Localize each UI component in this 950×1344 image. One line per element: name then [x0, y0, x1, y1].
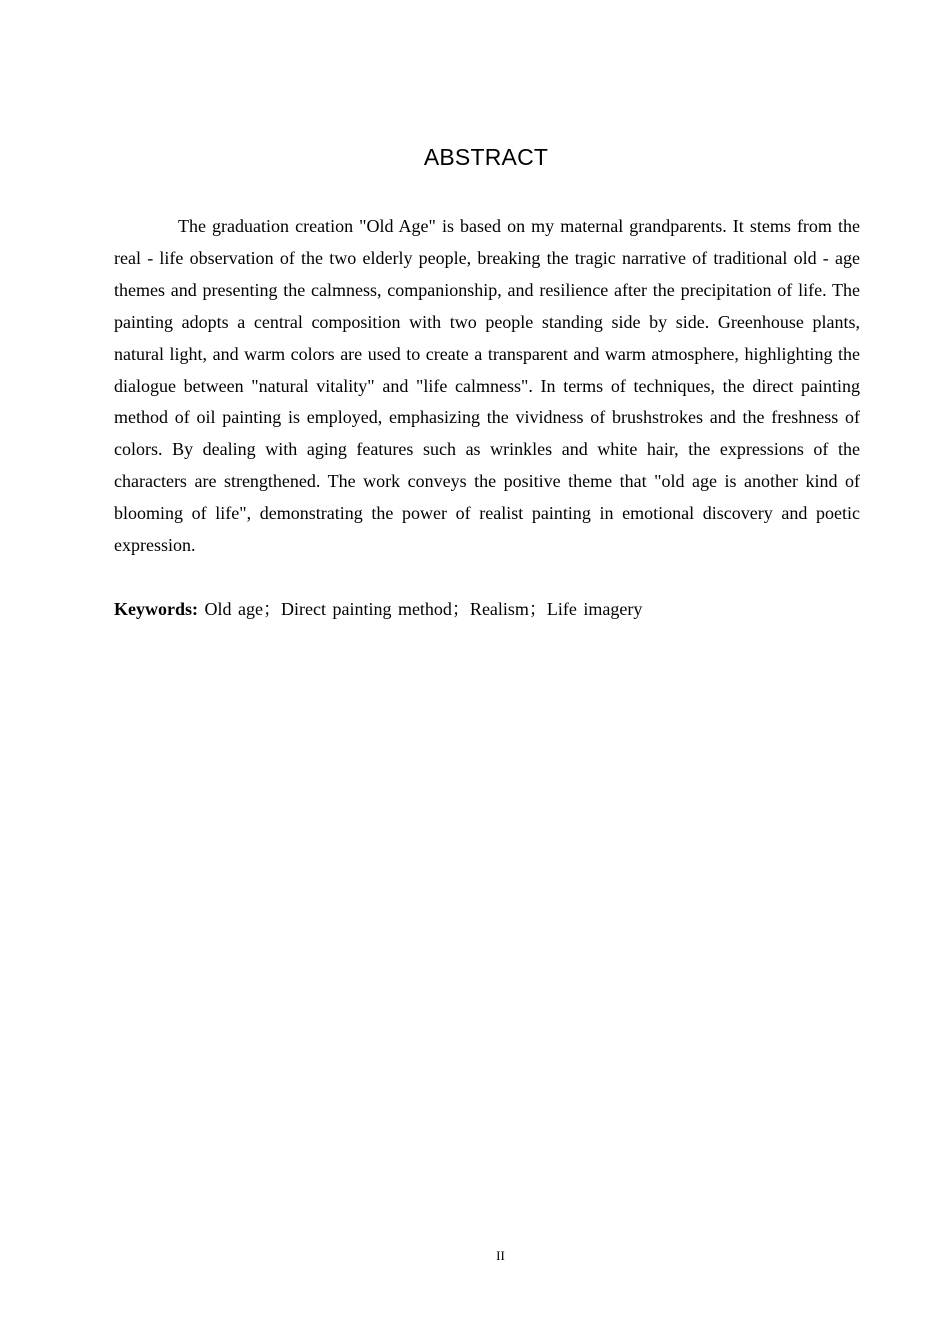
keywords-list: Old age；Direct painting method；Realism；Life imagery: [204, 599, 643, 619]
page-title: ABSTRACT: [423, 144, 549, 170]
keywords-line: [114, 594, 860, 626]
keywords-label: Keywords:: [114, 599, 198, 619]
page-number: II: [496, 1248, 505, 1263]
abstract-paragraph: The graduation creation "Old Age" is based on my maternal grandparents. It stems from the real - life observation of the two elderly people, breaking the tragic narrative of traditional old - age themes and presenting the calmness, companionship, and resilience after the precipitation of life. The painting adopts a central composition with two people standing side by side. Greenhouse plants, natural light, and warm colors are used to create a transparent and warm atmosphere, highlighting the dialogue between "natural vitality" and "life calmness". In terms of techniques, the direct painting method of oil painting is employed, emphasizing the vividness of brushstrokes and the freshness of colors. By dealing with aging features such as wrinkles and white hair, the expressions of the characters are strengthened. The work conveys the positive theme that "old age is another kind of blooming of life", demonstrating the power of realist painting in emotional discovery and poetic expression.: [114, 216, 860, 556]
